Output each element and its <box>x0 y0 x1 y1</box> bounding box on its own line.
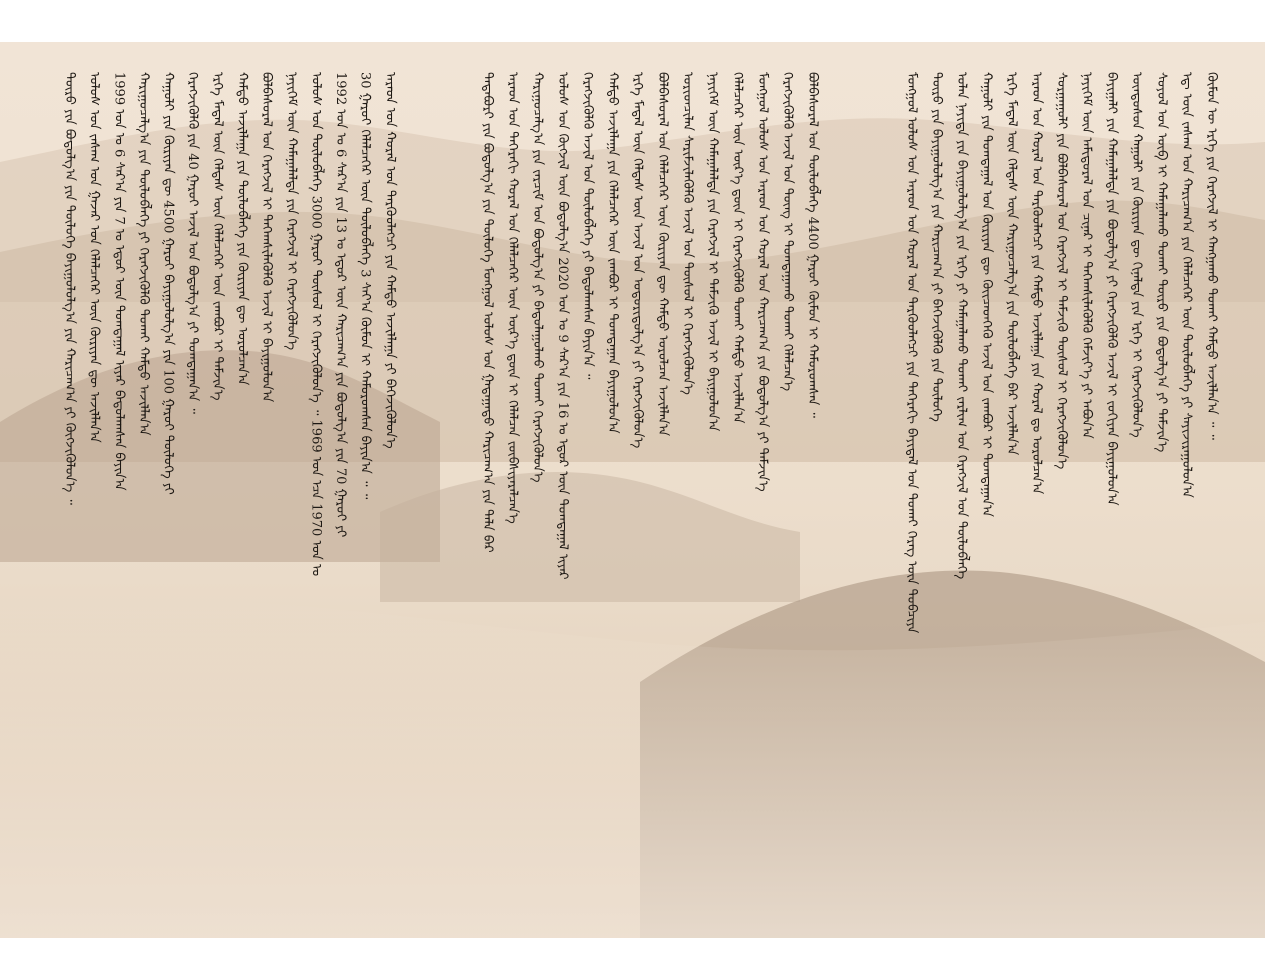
text-column: ᠡᠳ᠋ ᠦᠨ ᠵᠠᠰᠠᠭ ᠤᠨ ᠬᠠᠷᠢᠴᠠᠭ᠎ᠠ ᠶᠢᠨ ᠬᠡᠯᠡᠯᠴᠡᠭᠡᠷ ᠦᠨ ᠲᠥᠯᠥᠪᠯᠡᠭᠡ ᠶᠢ ᠰᠠᠶᠢᠵᠢᠷᠠᠭᠤᠯᠤᠨ᠎ᠠ <box>1179 72 1194 498</box>
text-column: ᠣᠯᠠᠨ ᠨᠡᠶᠢᠲᠡ ᠶᠢᠨ ᠪᠠᠶᠢᠭᠤᠯᠤᠯᠭ᠎ᠠ ᠶᠢᠨ ᠡᠷᠬᠡ ᠶᠢ ᠬᠠᠮᠠᠭᠠᠯᠠᠬᠤ ᠲᠤᠬᠠᠶ ᠵᠠᠷᠯᠢᠭ ᠤᠨ ᠬᠡᠷᠡᠭᠵᠢᠯ ᠤᠨ ᠲᠥᠯᠥᠪᠯᠡᠭᠡ <box>954 72 969 580</box>
right-text-block <box>902 72 1232 932</box>
text-column: ᠬᠡᠷᠡᠭᠵᠢᠭᠦᠯᠬᠦ ᠠᠵᠢᠯ ᠤᠨ ᠲᠥᠯᠥᠪᠯᠡᠭᠡ ᠶᠢ ᠪᠠᠲᠤᠯᠠᠭᠰᠠᠨ ᠪᠠᠶᠢᠨ᠎ᠠ ᠃ <box>580 72 595 380</box>
text-column: ᠠᠷᠠᠳ ᠤᠨ ᠳᠡᠭᠡᠷᠡᠬᠢ ᠬᠤᠷᠠᠯ ᠤᠨ ᠬᠡᠯᠡᠯᠴᠡᠭᠡᠷ ᠦᠨ ᠦᠷ᠎ᠡ ᠳ᠋ᠦᠨ ᠢ ᠬᠡᠯᠡᠯᠴᠡᠨ ᠵᠥᠪᠰᠢᠶᠡᠷᠡᠯᠴᠡᠨ᠎ᠡ <box>505 72 520 524</box>
text-column: 30 ᠭᠠᠷᠤᠢ ᠬᠡᠯᠡᠯᠴᠡᠭᠡᠷ ᠦᠨ ᠲᠥᠯᠥᠪᠯᠡᠭᠡ 3 ᠰᠠᠶ᠎ᠠ ᠬᠦᠮᠦᠨ ᠢ ᠬᠠᠮᠤᠷᠤᠭᠰᠠᠨ ᠪᠠᠶᠢᠨ᠎ᠠ ᠃ ᠃ <box>357 72 373 500</box>
text-column: ᠬᠡᠯᠡᠯᠴᠡᠭᠡᠷ ᠦᠨ ᠦᠷ᠎ᠡ ᠳ᠋ᠦᠨ ᠢ ᠬᠡᠷᠡᠭᠵᠢᠭᠦᠯᠬᠦ ᠲᠤᠬᠠᠶ ᠬᠠᠮᠲᠤ ᠠᠵᠢᠯᠯᠠᠨ᠎ᠠ <box>730 72 745 424</box>
text-column: ᠨᠡᠶᠢᠭᠡᠮ ᠦᠨ ᠬᠠᠮᠠᠭᠠᠯᠠᠯᠲᠠ ᠶᠢᠨ ᠬᠡᠷᠡᠭᠵᠢᠯ ᠢ ᠬᠡᠷᠡᠭᠵᠢᠭᠦᠯᠦᠨ᠎ᠡ <box>283 72 299 351</box>
text-column: ᠪᠣᠯᠪᠠᠰᠤᠷᠠᠯ ᠤᠨ ᠲᠥᠯᠥᠪᠯᠡᠭᠡ 4400 ᠭᠠᠷᠤᠢ ᠬᠦᠮᠦᠨ ᠢ ᠬᠠᠮᠤᠷᠤᠭᠰᠠᠨ ᠃ <box>805 72 820 418</box>
text-column: ᠬᠡᠷᠡᠭᠵᠢᠭᠦᠯᠬᠦ ᠠᠵᠢᠯ ᠤᠨ ᠳᠦᠩ ᠢ ᠲᠣᠭᠲᠠᠭᠠᠬᠤ ᠲᠤᠬᠠᠶ ᠬᠡᠯᠡᠯᠴᠡᠨ᠎ᠡ <box>780 72 795 392</box>
text-column: ᠬᠠᠭᠤᠯᠢ ᠶᠢᠨ ᠬᠦᠷᠢᠶᠡᠨ ᠳᠦ 4500 ᠭᠠᠷᠤᠢ ᠪᠠᠶᠢᠭᠤᠯᠤᠯᠭ᠎ᠠ ᠶᠢᠨ 100 ᠭᠠᠷᠤᠢ ᠲᠥᠯᠥᠭᠡ ᠶᠢ <box>160 72 176 495</box>
text-column: ᠰᠤᠷᠭᠠᠭᠤᠯᠢ ᠶᠢᠨ ᠪᠣᠯᠪᠠᠰᠤᠷᠠᠯ ᠤᠨ ᠬᠡᠷᠡᠭᠵᠢᠯ ᠢ ᠳᠡᠮᠵᠢᠬᠦ ᠲᠥᠰᠥᠯ ᠢ ᠬᠡᠷᠡᠭᠵᠢᠭᠦᠯᠦᠨ᠎ᠡ <box>1054 72 1069 470</box>
text-column: 1992 ᠣᠨ ᠤ 6 ᠰᠠᠷ᠎ᠠ ᠶᠢᠨ 13 ᠤ ᠡᠳᠦᠷ ᠦᠨ ᠬᠠᠷᠢᠴᠠᠭ᠎ᠠ ᠶᠢᠨ ᠪᠣᠳᠣᠯᠭ᠎ᠠ ᠶᠢᠨ 70 ᠭᠠᠷᠤᠢ ᠶᠢ <box>333 72 349 538</box>
text-column: ᠲᠦᠷᠦ ᠶᠢᠨ ᠪᠠᠶᠢᠭᠤᠯᠤᠯᠭ᠎ᠠ ᠶᠢᠨ ᠬᠠᠷᠢᠴᠠᠭ᠎ᠠ ᠶᠢ ᠪᠡᠬᠡᠵᠢᠭᠦᠯᠬᠦ ᠶᠢᠨ ᠲᠥᠯᠥᠭᠡ <box>929 72 944 422</box>
text-column: ᠰᠣᠶᠣᠯ ᠤᠨ ᠥᠪ ᠢ ᠬᠠᠮᠠᠭᠠᠯᠠᠬᠤ ᠲᠤᠬᠠᠶ ᠲᠥᠷᠥ ᠶᠢᠨ ᠪᠣᠳᠣᠯᠭ᠎ᠠ ᠶᠢ ᠳᠡᠮᠵᠢᠨ᠎ᠡ <box>1154 72 1169 453</box>
text-column: ᠤᠷᠢᠳᠴᠢᠯᠠᠨ ᠰᠡᠷᠢᠮᠵᠢᠯᠡᠭᠦᠯᠬᠦ ᠠᠵᠢᠯ ᠤᠨ ᠲᠥᠰᠥᠯ ᠢ ᠬᠡᠷᠡᠭᠵᠢᠭᠦᠯᠦᠨ᠎ᠡ <box>680 72 695 395</box>
text-column: ᠪᠣᠯᠪᠠᠰᠤᠷᠠᠯ ᠤᠨ ᠬᠡᠯᠡᠯᠴᠡᠭᠡᠷ ᠦᠨ ᠬᠦᠷᠢᠶᠡᠨ ᠳᠦ ᠬᠠᠮᠲᠤ ᠣᠷᠣᠯᠴᠠᠨ ᠠᠵᠢᠯᠯᠠᠨ᠎ᠠ <box>655 72 670 437</box>
text-column: ᠤᠯᠤᠰ ᠤᠨ ᠬᠥᠭᠵᠢᠯ ᠦᠨ ᠪᠣᠳᠣᠯᠭ᠎ᠠ 2020 ᠣᠨ ᠤ 9 ᠰᠠᠷ᠎ᠠ ᠶᠢᠨ 16 ᠤ ᠡᠳᠦᠷ ᠦᠨ ᠲᠣᠭᠲᠠᠭᠠᠯ ᠢᠶᠠᠷ <box>555 72 570 580</box>
text-column: ᠡᠷᠬᠡ ᠮᠡᠳᠡᠯ ᠦᠨ ᠬᠡᠯᠲᠡᠰ ᠦᠨ ᠠᠵᠢᠯ ᠤᠨ ᠤᠳᠤᠷᠢᠳᠤᠯᠭ᠎ᠠ ᠶᠢ ᠬᠡᠷᠡᠭᠵᠢᠭᠦᠯᠦᠨ᠎ᠡ <box>630 72 645 449</box>
text-column: ᠬᠡᠷᠡᠭᠵᠢᠭᠦᠯᠬᠦ ᠶᠢᠨ 40 ᠭᠠᠷᠤᠢ ᠠᠵᠢᠯ ᠤᠨ ᠪᠣᠳᠣᠯᠭ᠎ᠠ ᠶᠢ ᠲᠣᠭᠲᠠᠭᠠᠨ᠎ᠠ ᠃ <box>185 72 201 414</box>
text-column: ᠲᠠᠲᠠᠪᠤᠷᠢ ᠶᠢᠨ ᠪᠣᠳᠣᠯᠭ᠎ᠠ ᠶᠢᠨ ᠲᠥᠯᠥᠭᠡ ᠮᠣᠩᠭᠣᠯ ᠤᠯᠤᠰ ᠤᠨ ᠭᠠᠳᠠᠭᠠᠳᠤ ᠬᠠᠷᠢᠴᠠᠭ᠎ᠠ ᠶᠢᠨ ᠲᠠᠯᠠ ᠪᠠᠷ <box>480 72 495 553</box>
text-column: ᠡᠷᠬᠡ ᠮᠡᠳᠡᠯ ᠦᠨ ᠬᠡᠯᠲᠡᠰ ᠦᠨ ᠬᠠᠷᠢᠭᠤᠴᠠᠯᠭ᠎ᠠ ᠶᠢᠨ ᠲᠥᠯᠥᠪᠯᠡᠭᠡ ᠪᠡᠷ ᠠᠵᠢᠯᠯᠠᠨ᠎ᠠ <box>1004 72 1019 456</box>
text-column: ᠬᠠᠮᠲᠤ ᠠᠵᠢᠯᠯᠠᠭᠠ ᠶᠢᠨ ᠬᠡᠯᠡᠯᠴᠡᠭᠡᠷ ᠦᠨ ᠵᠠᠭᠪᠤᠷ ᠢ ᠲᠣᠭᠲᠠᠭᠠᠨ ᠪᠠᠶᠢᠭᠤᠯᠤᠨ᠎ᠠ <box>605 72 620 434</box>
text-column: ᠠᠷᠠᠳ ᠤᠨ ᠬᠤᠷᠠᠯ ᠤᠨ ᠲᠡᠷᠭᠦᠦᠯᠡᠭᠴᠢ ᠶᠢᠨ ᠬᠠᠮᠲᠤ ᠠᠵᠢᠯᠯᠠᠭᠠ ᠶᠢ ᠪᠡᠬᠡᠵᠢᠭᠦᠯᠦᠨ᠎ᠡ <box>382 72 398 449</box>
text-column: ᠠᠷᠠᠳ ᠤᠨ ᠬᠤᠷᠠᠯ ᠤᠨ ᠲᠡᠷᠭᠦᠦᠯᠡᠭᠴᠢ ᠶᠢᠨ ᠬᠠᠮᠲᠤ ᠠᠵᠢᠯᠯᠠᠭᠠ ᠶᠢᠨ ᠬᠤᠷᠠᠯ ᠳᠤ ᠣᠷᠣᠯᠴᠠᠨ᠎ᠠ <box>1029 72 1044 495</box>
text-column: ᠨᠡᠶᠢᠭᠡᠮ ᠦᠨ ᠬᠠᠮᠠᠭᠠᠯᠠᠯᠲᠠ ᠶᠢᠨ ᠬᠡᠷᠡᠭᠵᠢᠯ ᠢ ᠳᠡᠮᠵᠢᠬᠦ ᠠᠵᠢᠯ ᠢ ᠪᠠᠶᠢᠭᠤᠯᠤᠨ᠎ᠠ <box>705 72 720 432</box>
text-column: ᠪᠠᠶᠢᠭᠠᠯᠢ ᠶᠢᠨ ᠬᠠᠮᠠᠭᠠᠯᠠᠯᠲᠠ ᠶᠢᠨ ᠪᠣᠳᠣᠯᠭ᠎ᠠ ᠶᠢ ᠬᠡᠷᠡᠭᠵᠢᠭᠦᠯᠬᠦ ᠠᠵᠢᠯ ᠢ ᠵᠣᠬᠢᠶᠠᠨ ᠪᠠᠶᠢᠭᠤᠯᠤᠨ᠎ᠠ <box>1104 72 1119 506</box>
text-column: 1999 ᠣᠨ ᠤ 6 ᠰᠠᠷ᠎ᠠ ᠶᠢᠨ 7 ᠤ ᠡᠳᠦᠷ ᠦᠨ ᠲᠣᠭᠲᠠᠭᠠᠯ ᠢᠶᠠᠷ ᠪᠠᠲᠤᠯᠠᠭᠰᠠᠨ ᠪᠠᠶᠢᠨ᠎ᠠ <box>111 72 127 491</box>
text-column: ᠪᠣᠯᠪᠠᠰᠤᠷᠠᠯ ᠤᠨ ᠬᠡᠷᠡᠭᠵᠢᠯ ᠢ ᠳᠡᠭᠡᠭ᠍ᠰᠢᠯᠡᠭᠦᠯᠬᠦ ᠠᠵᠢᠯ ᠢ ᠪᠠᠶᠢᠭᠤᠯᠤᠨ᠎ᠠ <box>259 72 275 403</box>
left-text-block <box>60 72 405 932</box>
text-column: ᠬᠦᠮᠦᠨ ᠦ ᠡᠷᠬᠡ ᠶᠢᠨ ᠬᠡᠷᠡᠭᠵᠢᠯ ᠢ ᠬᠠᠩᠭᠠᠬᠤ ᠲᠤᠬᠠᠶ ᠬᠠᠮᠲᠤ ᠠᠵᠢᠯᠯᠠᠨ᠎ᠠ ᠃ ᠃ <box>1204 72 1219 440</box>
document-page <box>0 42 1265 938</box>
text-column: ᠬᠠᠮᠲᠤ ᠠᠵᠢᠯᠯᠠᠭᠠ ᠶᠢᠨ ᠲᠥᠯᠥᠪᠯᠡᠭᠡ ᠶᠢᠨ ᠬᠦᠷᠢᠶᠡᠨ ᠳᠦ ᠣᠷᠣᠯᠴᠠᠨ᠎ᠠ <box>234 72 250 386</box>
text-column: ᠮᠣᠩᠭᠣᠯ ᠤᠯᠤᠰ ᠤᠨ ᠠᠷᠠᠳ ᠤᠨ ᠬᠤᠷᠠᠯ ᠤᠨ ᠲᠡᠷᠭᠦᠦᠯᠡᠭᠴᠢ ᠶᠢᠨ ᠳᠡᠭᠡᠷᠡᠬᠢ ᠪᠠᠶᠢᠳᠠᠯ ᠤᠨ ᠲᠤᠬᠠᠶ ᠬᠡᠷᠡᠭ ᠦᠨ ᠲᠣᠪᠴᠢᠶᠠ <box>904 72 919 634</box>
text-column: ᠲᠥᠷᠥ ᠶᠢᠨ ᠪᠣᠳᠣᠯᠭ᠎ᠠ ᠶᠢᠨ ᠲᠥᠯᠥᠭᠡ ᠪᠠᠶᠢᠭᠤᠯᠤᠯᠭ᠎ᠠ ᠶᠢᠨ ᠬᠠᠷᠢᠴᠠᠭ᠎ᠠ ᠶᠢ ᠬᠥᠭᠵᠢᠭᠦᠯᠦᠨ᠎ᠡ ᠃ <box>62 72 77 505</box>
text-column: ᠨᠡᠶᠢᠭᠡᠮ ᠦᠨ ᠠᠮᠢᠳᠤᠷᠠᠯ ᠤᠨ ᠴᠢᠨᠠᠷ ᠢ ᠳᠡᠭᠡᠭ᠍ᠰᠢᠯᠡᠭᠦᠯᠬᠦ ᠬᠡᠮᠵᠢᠶ᠎ᠡ ᠶᠢ ᠠᠪᠤᠨ᠎ᠠ <box>1079 72 1094 439</box>
text-column: ᠬᠠᠭᠤᠯᠢ ᠶᠢᠨ ᠲᠣᠭᠲᠠᠭᠠᠯ ᠤᠨ ᠬᠦᠷᠢᠶᠡᠨ ᠳᠦ ᠭᠦᠢᠴᠡᠳᠭᠡᠬᠦ ᠠᠵᠢᠯ ᠤᠨ ᠵᠠᠭᠪᠤᠷ ᠢ ᠲᠣᠭᠲᠠᠭᠠᠨ᠎ᠠ <box>979 72 994 517</box>
text-column: ᠮᠣᠩᠭᠣᠯ ᠤᠯᠤᠰ ᠤᠨ ᠠᠷᠠᠳ ᠤᠨ ᠬᠤᠷᠠᠯ ᠤᠨ ᠬᠠᠷᠢᠴᠠᠭ᠎ᠠ ᠶᠢᠨ ᠪᠣᠳᠣᠯᠭ᠎ᠠ ᠶᠢ ᠳᠡᠮᠵᠢᠨ᠎ᠡ <box>755 72 770 492</box>
text-column: ᠦᠨᠳᠦᠰᠦᠨ ᠬᠠᠭᠤᠯᠢ ᠶᠢᠨ ᠬᠦᠷᠢᠶᠡᠨ ᠳᠦ ᠬᠢᠨᠠᠯᠲᠠ ᠶᠢᠨ ᠡᠷᠬᠡ ᠢ ᠬᠡᠷᠡᠭᠵᠢᠭᠦᠯᠦᠨ᠎ᠡ <box>1129 72 1144 438</box>
middle-text-block <box>478 72 828 932</box>
text-column: ᠡᠷᠬᠡ ᠮᠡᠳᠡᠯ ᠦᠨ ᠬᠡᠯᠲᠡᠰ ᠦᠨ ᠬᠡᠯᠡᠯᠴᠡᠭᠡᠷ ᠦᠨ ᠵᠠᠭᠪᠤᠷ ᠢ ᠳᠡᠮᠵᠢᠨ᠎ᠡ <box>209 72 225 401</box>
text-column: ᠤᠯᠤᠰ ᠤᠨ ᠵᠠᠰᠠᠭ ᠤᠨ ᠭᠠᠵᠠᠷ ᠤᠨ ᠬᠡᠯᠡᠯᠴᠡᠭᠡᠷ ᠦᠨ ᠬᠦᠷᠢᠶᠡᠨ ᠳᠦ ᠠᠵᠢᠯᠯᠠᠨ᠎ᠠ <box>86 72 102 443</box>
text-column: ᠤᠯᠤᠰ ᠤᠨ ᠲᠥᠯᠥᠪᠯᠡᠭᠡ 3000 ᠭᠠᠷᠤᠢ ᠲᠥᠰᠥᠯ ᠢ ᠬᠡᠷᠡᠭᠵᠢᠭᠦᠯᠦᠨ᠎ᠡ ᠃ 1969 ᠣᠨ ᠡᠴᠡ 1970 ᠣᠨ ᠤ <box>308 72 324 577</box>
text-column: ᠬᠠᠷᠢᠭᠤᠴᠠᠯᠭ᠎ᠠ ᠶᠢᠨ ᠲᠥᠯᠥᠪᠯᠡᠭᠡ ᠶᠢ ᠬᠡᠷᠡᠭᠵᠢᠭᠦᠯᠬᠦ ᠲᠤᠬᠠᠶ ᠬᠠᠮᠲᠤ ᠠᠵᠢᠯᠯᠠᠨ᠎ᠠ <box>135 72 151 436</box>
text-column: ᠬᠠᠷᠢᠭᠤᠴᠠᠯᠭ᠎ᠠ ᠶᠢᠨ ᠵᠠᠷᠴᠢᠮ ᠤᠨ ᠪᠣᠳᠣᠯᠭ᠎ᠠ ᠶᠢ ᠪᠠᠲᠤᠯᠠᠭᠤᠯᠬᠤ ᠲᠤᠬᠠᠶ ᠬᠡᠷᠡᠭᠵᠢᠭᠦᠯᠦᠨ᠎ᠡ <box>530 72 545 483</box>
